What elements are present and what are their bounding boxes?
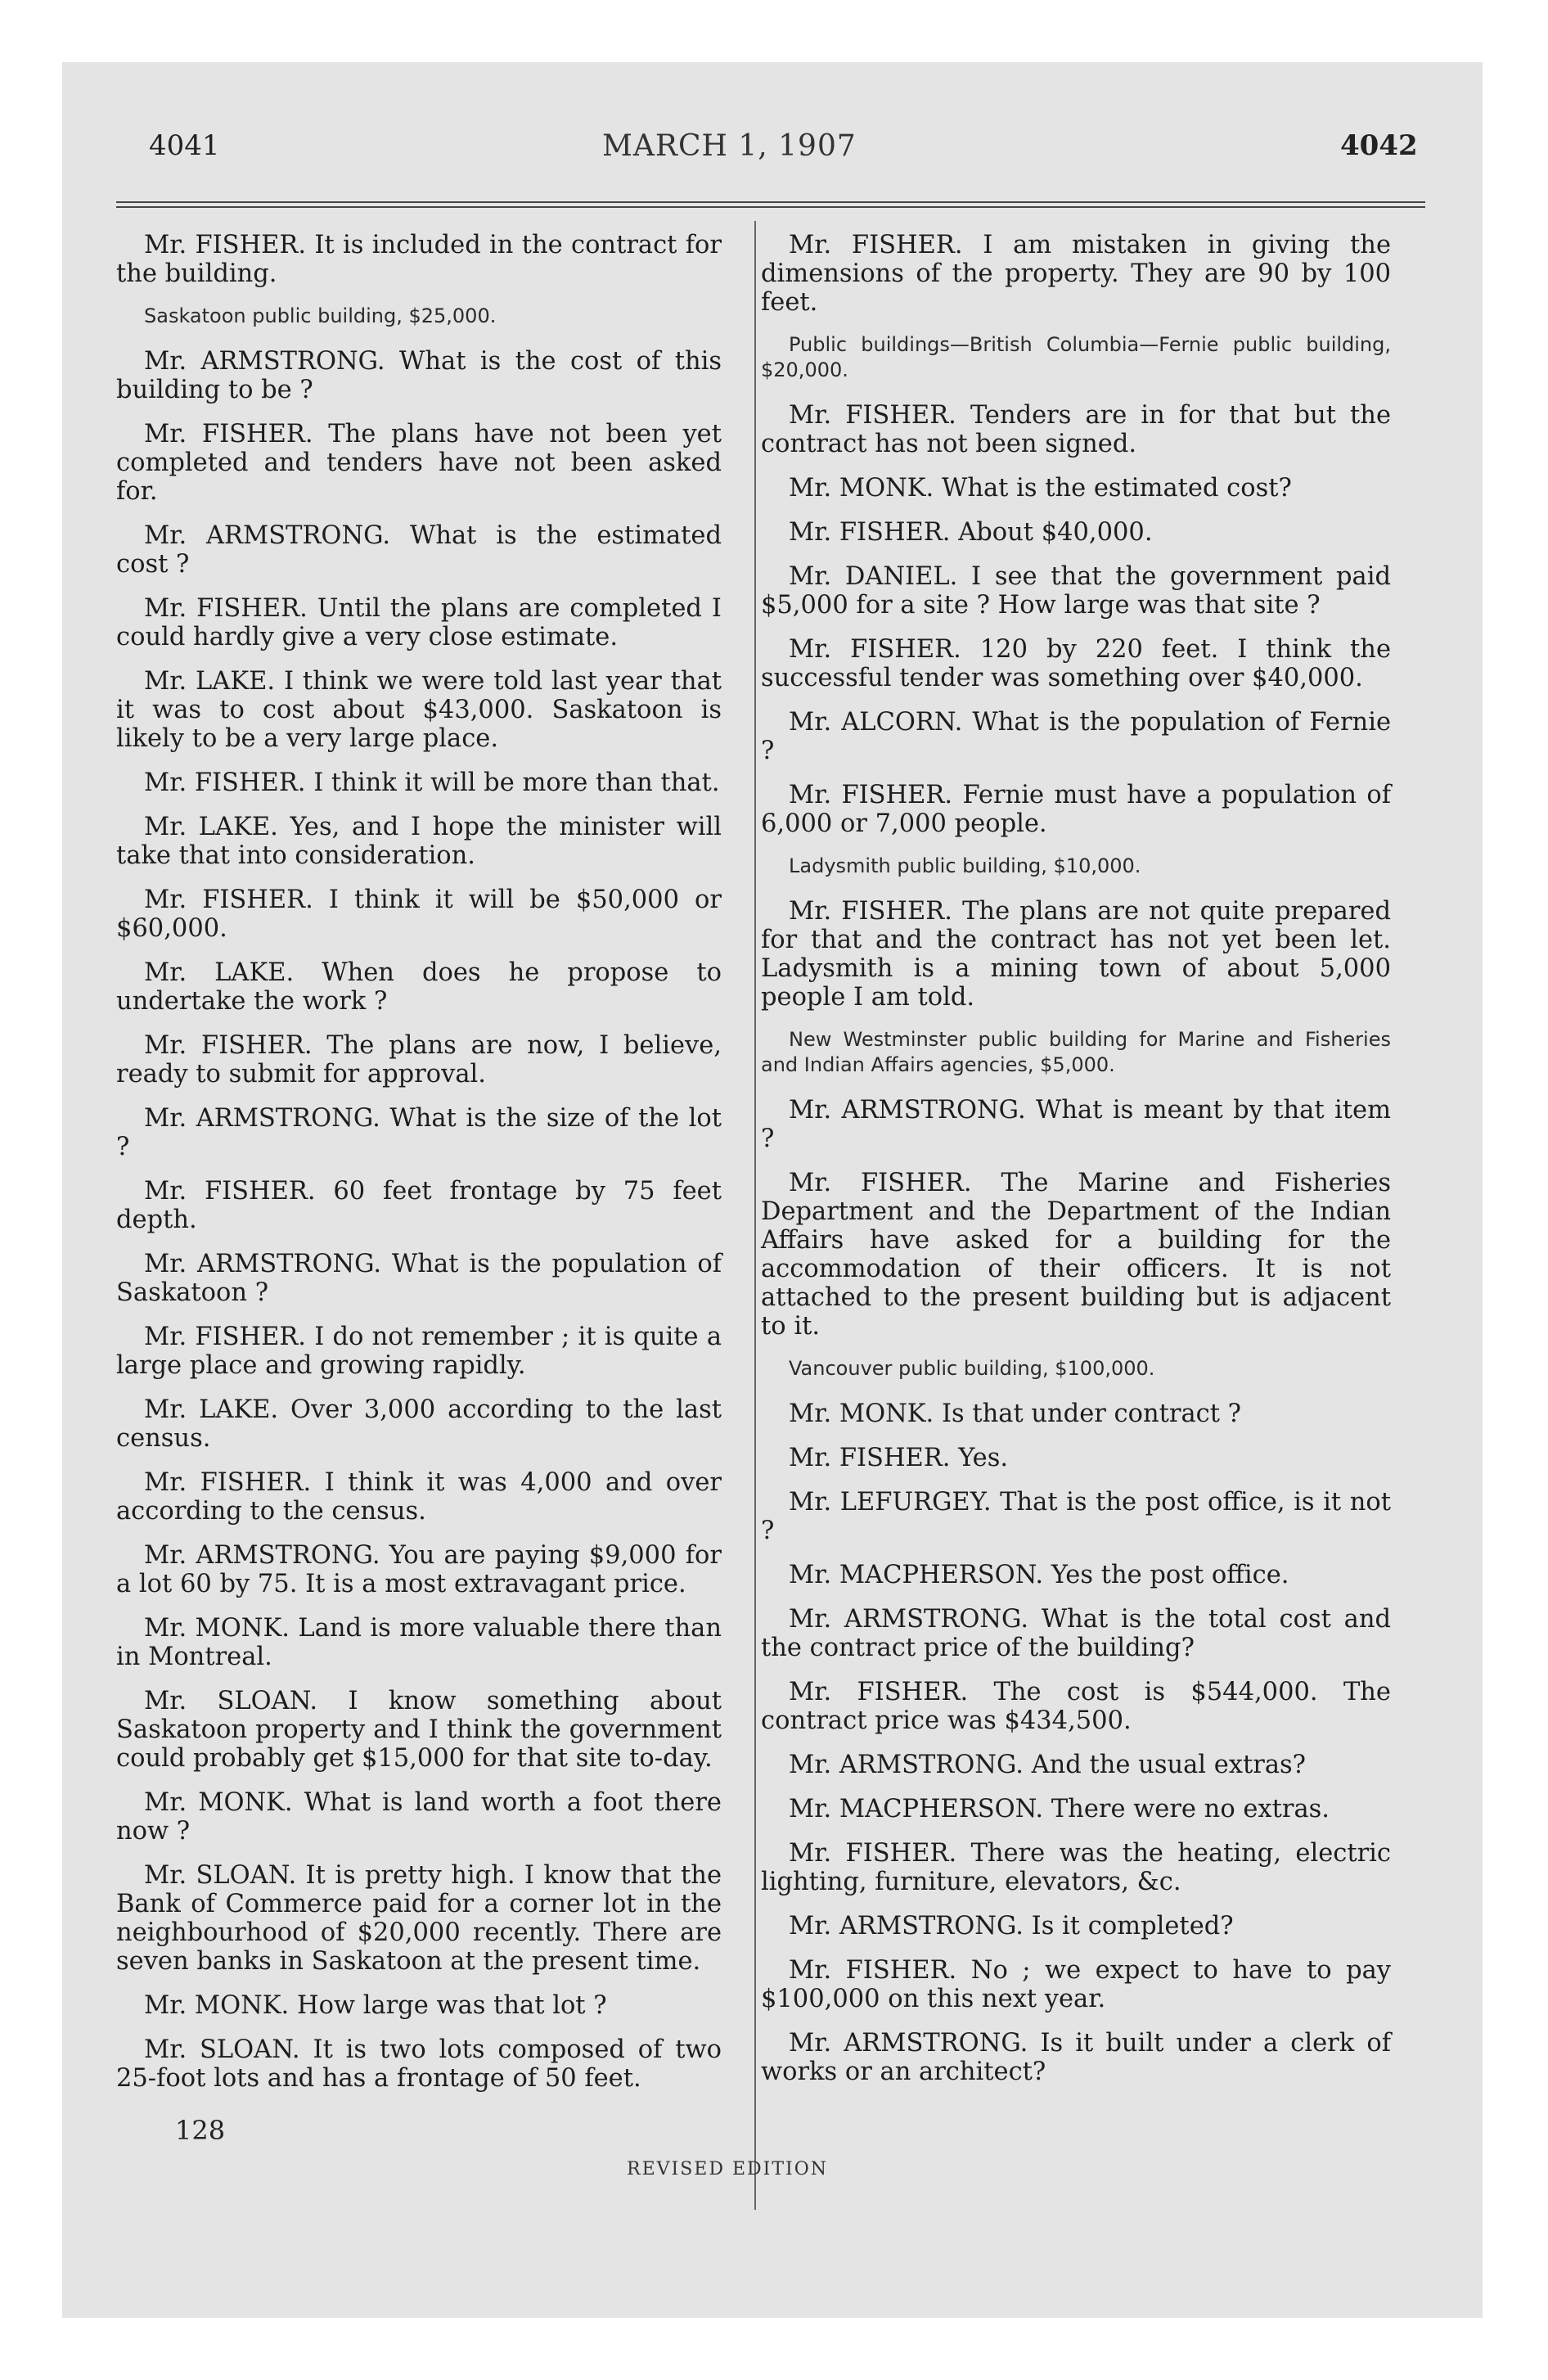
- speech-text: What is meant by that item ?: [761, 1096, 1391, 1153]
- speaker-name: Mr. MONK.: [144, 1991, 290, 2020]
- speaker-name: Mr. LEFURGEY.: [789, 1488, 992, 1517]
- speech-text: The Marine and Fisheries Department and the Department of the Indian Affairs have asked for a building for the accommodation of their officers. It is not attached to the present building but is adjacent to it.: [761, 1169, 1392, 1341]
- vote-item: Vancouver public building, $100,000.: [789, 1357, 1155, 1380]
- speech-text: How large was that lot ?: [296, 1991, 607, 2020]
- speaker-name: Mr. FISHER.: [789, 635, 961, 664]
- speech-text: Yes.: [958, 1444, 1009, 1472]
- header-rule: [116, 201, 1425, 203]
- speaker-name: Mr. FISHER.: [144, 1468, 312, 1497]
- speech-text: It is two lots composed of two 25-foot lots and has a frontage of 50 feet.: [116, 2035, 722, 2093]
- speech-paragraph: [761, 1956, 1391, 2013]
- edition-label: REVISED EDITION: [627, 2159, 829, 2179]
- speech-paragraph: [761, 897, 1391, 1012]
- speaker-name: Mr. ARMSTRONG.: [144, 1541, 380, 1570]
- speech-text: Tenders are in for that but the contract has not been signed.: [761, 401, 1391, 458]
- speech-paragraph: [116, 769, 722, 797]
- speech-text: I think it will be $50,000 or $60,000.: [116, 886, 722, 943]
- speaker-name: Mr. FISHER.: [144, 231, 307, 259]
- speaker-name: Mr. SLOAN.: [144, 1861, 297, 1890]
- speech-paragraph: [116, 347, 722, 404]
- speaker-name: Mr. LAKE.: [144, 958, 295, 987]
- speaker-name: Mr. FISHER.: [789, 1444, 951, 1472]
- speech-paragraph: [116, 1323, 722, 1380]
- speaker-name: Mr. MONK.: [789, 474, 934, 503]
- speech-paragraph: [116, 1104, 722, 1161]
- speech-paragraph: [116, 667, 722, 753]
- speaker-name: Mr. ARMSTRONG.: [789, 1751, 1024, 1779]
- speech-text: The cost is $544,000. The contract price was $434,500.: [761, 1678, 1391, 1735]
- speech-text: I think it will be more than that.: [313, 769, 720, 797]
- speech-paragraph: [761, 1169, 1391, 1341]
- speaker-name: Mr. FISHER.: [144, 594, 308, 623]
- speech-paragraph: [761, 1605, 1391, 1662]
- speech-text: The plans are now, I believe, ready to submit for approval.: [116, 1031, 722, 1089]
- left-column: [116, 231, 722, 2108]
- speech-paragraph: [761, 474, 1391, 503]
- page-header: [62, 129, 1483, 178]
- speech-paragraph: [761, 1096, 1391, 1153]
- header-rule-second: [116, 206, 1425, 208]
- speech-text: What is the population of Saskatoon ?: [116, 1250, 722, 1307]
- speaker-name: Mr. SLOAN.: [144, 2035, 300, 2064]
- page-date: MARCH 1, 1907: [602, 129, 857, 163]
- speech-text: I know something about Saskatoon property and I think the government could probably get $15,000 for that site to-day.: [116, 1687, 722, 1773]
- speech-paragraph: [761, 1400, 1391, 1428]
- speech-paragraph: [761, 1561, 1391, 1589]
- speech-paragraph: [761, 1839, 1391, 1896]
- speaker-name: Mr. LAKE.: [144, 1395, 279, 1424]
- speech-paragraph: [116, 420, 722, 506]
- speech-paragraph: [116, 1031, 722, 1089]
- speaker-name: Mr. DANIEL.: [789, 562, 958, 591]
- speech-text: There was the heating, electric lighting, furniture, elevators, &c.: [761, 1839, 1392, 1896]
- speaker-name: Mr. FISHER.: [144, 1323, 307, 1351]
- speaker-name: Mr. ARMSTRONG.: [789, 1912, 1024, 1941]
- speaker-name: Mr. FISHER.: [789, 1678, 969, 1706]
- page-number-right: 4042: [1340, 129, 1418, 162]
- speech-paragraph: [116, 1788, 722, 1846]
- speech-text: What is the cost of this building to be ?: [116, 347, 722, 404]
- speech-paragraph: [116, 1861, 722, 1976]
- speech-text: 60 feet frontage by 75 feet depth.: [116, 1177, 722, 1234]
- speech-paragraph: [116, 1991, 722, 2020]
- speech-paragraph: [761, 635, 1391, 692]
- speech-paragraph: [116, 231, 722, 288]
- vote-item: Ladysmith public building, $10,000.: [789, 854, 1141, 877]
- speaker-name: Mr. LAKE.: [144, 813, 278, 841]
- speech-text: Yes, and I hope the minister will take that into consideration.: [116, 813, 722, 870]
- speech-text: What is the total cost and the contract price of the building?: [761, 1605, 1391, 1662]
- speaker-name: Mr. LAKE.: [144, 667, 276, 696]
- speaker-name: Mr. ARMSTRONG.: [789, 1096, 1026, 1125]
- speech-paragraph: [761, 2029, 1391, 2086]
- speech-paragraph: [116, 521, 722, 579]
- speech-paragraph: [116, 1468, 722, 1526]
- speech-text: When does he propose to undertake the work ?: [116, 958, 722, 1016]
- speaker-name: Mr. ARMSTRONG.: [789, 2029, 1028, 2058]
- speech-text: I think it was 4,000 and over according to the census.: [116, 1468, 722, 1526]
- speech-text: Yes the post office.: [1051, 1561, 1289, 1589]
- speaker-name: Mr. FISHER.: [789, 231, 963, 259]
- speech-text: What is the estimated cost?: [941, 474, 1292, 503]
- speech-text: 120 by 220 feet. I think the successful tender was something over $40,000.: [761, 635, 1391, 692]
- speech-paragraph: [761, 231, 1391, 317]
- speaker-name: Mr. ARMSTRONG.: [144, 1250, 382, 1278]
- speech-text: It is pretty high. I know that the Bank of Commerce paid for a corner lot in the neighbourhood of $20,000 recently. There are seven banks in Saskatoon at the present time.: [116, 1861, 722, 1976]
- speech-paragraph: [116, 1541, 722, 1598]
- speaker-name: Mr. FISHER.: [789, 1169, 972, 1197]
- speech-text: I think we were told last year that it was to cost about $43,000. Saskatoon is likely to be a very large place.: [116, 667, 722, 753]
- speaker-name: Mr. MONK.: [144, 1788, 293, 1817]
- page: [62, 62, 1483, 2318]
- speaker-name: Mr. FISHER.: [144, 420, 313, 449]
- speech-text: What is the estimated cost ?: [116, 521, 722, 579]
- speech-paragraph: [116, 958, 722, 1016]
- speech-paragraph: [761, 1751, 1391, 1779]
- page-number-left: 4041: [149, 129, 220, 162]
- speech-paragraph: [116, 813, 722, 870]
- speaker-name: Mr. ARMSTRONG.: [789, 1605, 1029, 1634]
- speaker-name: Mr. FISHER.: [789, 1956, 957, 1985]
- vote-item: Public buildings—British Columbia—Fernie public building, $20,000.: [761, 333, 1391, 381]
- vote-item: New Westminster public building for Marine and Fisheries and Indian Affairs agencies, $5,000.: [761, 1028, 1391, 1076]
- speech-paragraph: [761, 708, 1391, 765]
- speech-text: The plans are not quite prepared for that and the contract has not yet been let. Ladysmith is a mining town of about 5,000 people I am told.: [761, 897, 1391, 1012]
- speaker-name: Mr. FISHER.: [789, 518, 951, 547]
- speech-paragraph: [761, 1678, 1391, 1735]
- speech-text: I see that the government paid $5,000 for a site ? How large was that site ?: [761, 562, 1391, 620]
- speaker-name: Mr. ARMSTRONG.: [144, 1104, 380, 1133]
- speech-paragraph: [761, 1488, 1391, 1545]
- speaker-name: Mr. ARMSTRONG.: [144, 347, 385, 376]
- speech-text: That is the post office, is it not ?: [761, 1488, 1391, 1545]
- speech-text: Until the plans are completed I could hardly give a very close estimate.: [116, 594, 722, 651]
- speaker-name: Mr. ARMSTRONG.: [144, 521, 391, 550]
- speech-text: Land is more valuable there than in Montreal.: [116, 1614, 722, 1671]
- speech-paragraph: [116, 1250, 722, 1307]
- speech-text: Is it built under a clerk of works or an architect?: [761, 2029, 1391, 2086]
- speech-text: What is the population of Fernie ?: [761, 708, 1392, 765]
- speech-paragraph: [761, 781, 1391, 838]
- speech-paragraph: [116, 1395, 722, 1453]
- speech-paragraph: [761, 1795, 1391, 1823]
- speech-text: It is included in the contract for the building.: [116, 231, 722, 288]
- speech-paragraph: [761, 401, 1391, 458]
- speech-paragraph: [116, 886, 722, 943]
- speech-paragraph: [761, 1444, 1391, 1472]
- speech-text: And the usual extras?: [1031, 1751, 1307, 1779]
- speaker-name: Mr. MONK.: [144, 1614, 290, 1643]
- speaker-name: Mr. ALCORN.: [789, 708, 963, 737]
- speech-paragraph: [116, 594, 722, 651]
- speech-paragraph: [116, 2035, 722, 2093]
- speech-text: You are paying $9,000 for a lot 60 by 75. It is a most extravagant price.: [116, 1541, 722, 1598]
- speech-text: Over 3,000 according to the last census.: [116, 1395, 722, 1453]
- speaker-name: Mr. FISHER.: [144, 1177, 316, 1206]
- speech-text: About $40,000.: [958, 518, 1153, 547]
- speech-paragraph: [761, 1912, 1391, 1941]
- speech-text: Is it completed?: [1031, 1912, 1234, 1941]
- speaker-name: Mr. MACPHERSON.: [789, 1561, 1044, 1589]
- speech-text: Is that under contract ?: [941, 1400, 1242, 1428]
- speaker-name: Mr. MACPHERSON.: [789, 1795, 1044, 1823]
- speech-text: Fernie must have a population of 6,000 or 7,000 people.: [761, 781, 1392, 838]
- speech-text: There were no extras.: [1051, 1795, 1330, 1823]
- speech-paragraph: [116, 1614, 722, 1671]
- speech-text: What is land worth a foot there now ?: [116, 1788, 722, 1846]
- speaker-name: Mr. FISHER.: [789, 1839, 957, 1868]
- speaker-name: Mr. SLOAN.: [144, 1687, 318, 1715]
- speech-paragraph: [116, 1687, 722, 1773]
- speaker-name: Mr. FISHER.: [789, 781, 953, 809]
- speech-text: I do not remember ; it is quite a large place and growing rapidly.: [116, 1323, 722, 1380]
- speaker-name: Mr. FISHER.: [144, 886, 313, 914]
- speech-text: I am mistaken in giving the dimensions of the property. They are 90 by 100 feet.: [761, 231, 1391, 317]
- column-divider: [754, 221, 756, 2210]
- speaker-name: Mr. FISHER.: [789, 897, 952, 926]
- speaker-name: Mr. FISHER.: [789, 401, 956, 430]
- speech-paragraph: [116, 1177, 722, 1234]
- vote-item: Saskatoon public building, $25,000.: [144, 304, 497, 327]
- speech-text: What is the size of the lot ?: [116, 1104, 722, 1161]
- speech-text: No ; we expect to have to pay $100,000 on this next year.: [761, 1956, 1392, 2013]
- right-column: [761, 231, 1391, 2102]
- speaker-name: Mr. MONK.: [789, 1400, 934, 1428]
- speaker-name: Mr. FISHER.: [144, 769, 306, 797]
- speech-paragraph: [761, 518, 1391, 547]
- speech-paragraph: [761, 562, 1391, 620]
- speaker-name: Mr. FISHER.: [144, 1031, 313, 1060]
- signature-number: 128: [175, 2115, 226, 2146]
- speech-text: The plans have not been yet completed and tenders have not been asked for.: [116, 420, 722, 506]
